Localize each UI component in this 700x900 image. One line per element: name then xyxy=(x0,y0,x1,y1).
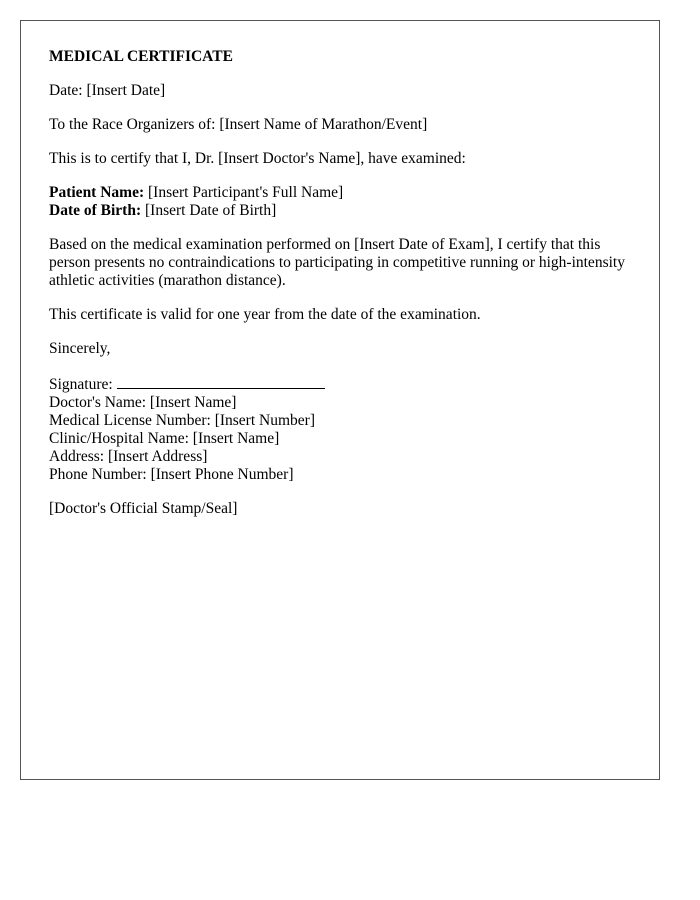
address: Address: [Insert Address] xyxy=(49,448,208,465)
certificate-page xyxy=(20,20,660,780)
certify-statement: This is to certify that I, Dr. [Insert Doctor's Name], have examined: xyxy=(49,150,466,167)
official-stamp-placeholder: [Doctor's Official Stamp/Seal] xyxy=(49,500,238,517)
validity-statement: This certificate is valid for one year from the date of the examination. xyxy=(49,306,481,323)
license-number: Medical License Number: [Insert Number] xyxy=(49,412,315,429)
patient-name-label: Patient Name: xyxy=(49,184,145,201)
clinic-name: Clinic/Hospital Name: [Insert Name] xyxy=(49,430,280,447)
date-of-birth-label: Date of Birth: xyxy=(49,202,142,219)
signature-row xyxy=(49,374,631,394)
signature-line xyxy=(117,374,325,389)
signature-block xyxy=(49,374,631,484)
date-of-birth-value: [Insert Date of Birth] xyxy=(141,202,277,219)
date-of-birth-row xyxy=(49,202,631,220)
examination-paragraph: Based on the medical examination performed on [Insert Date of Exam], I certify that this person presents no contraindications to participating in competitive running or high-intensity athletic activities (marathon distance). xyxy=(49,236,625,289)
signature-label: Signature: xyxy=(49,376,113,393)
patient-name-row xyxy=(49,184,631,202)
patient-details xyxy=(49,184,631,220)
patient-name-value: [Insert Participant's Full Name] xyxy=(144,184,344,201)
document-title: MEDICAL CERTIFICATE xyxy=(49,48,233,65)
doctor-name: Doctor's Name: [Insert Name] xyxy=(49,394,237,411)
phone-number: Phone Number: [Insert Phone Number] xyxy=(49,466,294,483)
date-line: Date: [Insert Date] xyxy=(49,82,166,99)
organizers-line: To the Race Organizers of: [Insert Name of Marathon/Event] xyxy=(49,116,428,133)
closing-salutation: Sincerely, xyxy=(49,340,111,357)
